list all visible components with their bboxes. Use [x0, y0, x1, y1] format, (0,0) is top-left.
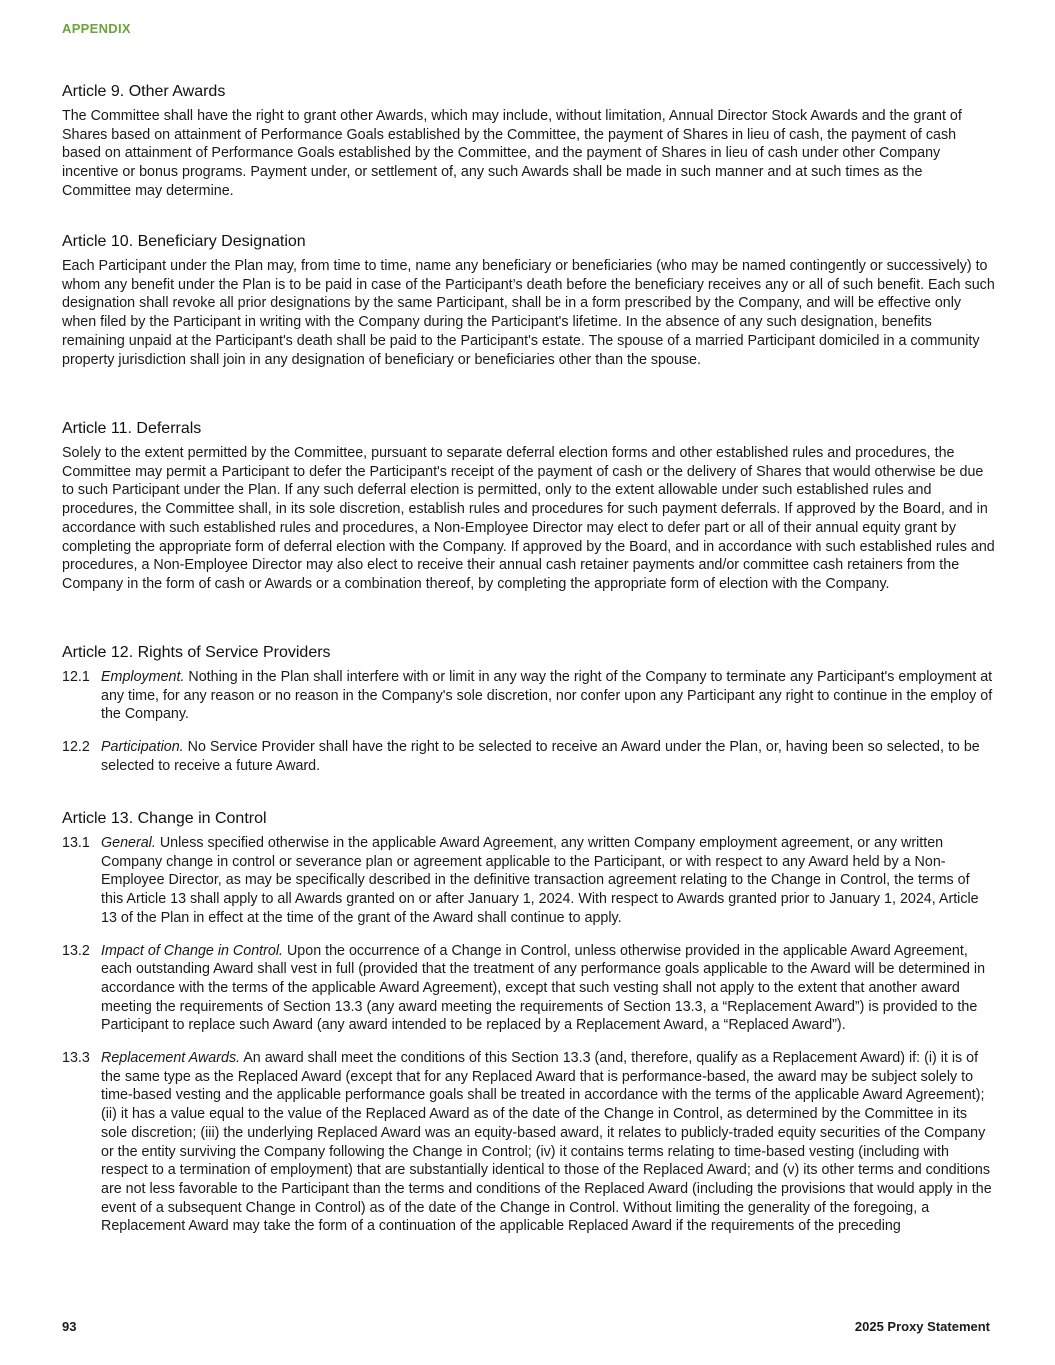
- section-text: [101, 738, 995, 775]
- section-12-2: [62, 738, 995, 775]
- article-11-title: Article 11. Deferrals: [62, 420, 202, 437]
- document-title: 2025 Proxy Statement: [854, 1319, 990, 1334]
- section-13-3: [62, 1049, 995, 1236]
- section-body: Upon the occurrence of a Change in Control, unless otherwise provided in the applicable Award Agreement, each outstanding Award shall vest in full (provided that the treatment of any performance goals applicable to the Award will be determined in accordance with the terms of the applicable Award Agreement), except that such vesting shall not apply to the extent that another award meeting the requirements of Section 13.3 (any award meeting the requirements of Section 13.3, a “Replacement Award”) is provided to the Participant to replace such Award (any award intended to be replaced by a Replacement Award, a “Replaced Award”).: [101, 942, 986, 1034]
- article-11: [62, 419, 995, 594]
- section-body: Unless specified otherwise in the applicable Award Agreement, any written Company employment agreement, or any written Company change in control or severance plan or agreement applicable to the Participant, or with respect to any Award held by a Non-Employee Director, as may be specifically described in the definitive transaction agreement relating to the Change in Control, the terms of this Article 13 shall apply to all Awards granted on or after January 1, 2024. With respect to Awards granted prior to January 1, 2024, Article 13 of the Plan in effect at the time of the grant of the Award shall continue to apply.: [101, 835, 979, 926]
- section-lead: Participation.: [101, 739, 184, 756]
- section-lead: Replacement Awards.: [101, 1050, 241, 1067]
- article-13: [62, 809, 995, 1236]
- section-number: 12.2: [62, 739, 90, 756]
- section-lead: Impact of Change in Control.: [101, 942, 283, 959]
- article-12-title: Article 12. Rights of Service Providers: [62, 644, 331, 661]
- section-label: APPENDIX: [62, 21, 131, 36]
- section-number: 12.1: [62, 669, 90, 685]
- section-text: [101, 1049, 995, 1236]
- section-12-1: [62, 668, 995, 724]
- section-lead: Employment.: [101, 669, 185, 685]
- section-text: [101, 834, 995, 928]
- section-13-1: [62, 834, 995, 928]
- section-text: [101, 942, 995, 1036]
- article-11-body: Solely to the extent permitted by the Committee, pursuant to separate deferral election forms and other established rules and procedures, the Committee may permit a Participant to defer the Participant's receipt of the payment of cash or the delivery of Shares that would otherwise be due to such Participant under the Plan. If any such deferral election is permitted, only to the extent allowable under such established rules and procedures, the Committee shall, in its sole discretion, establish rules and procedures for such payment deferrals. If approved by the Board, and in accordance with such established rules and procedures, a Non-Employee Director may elect to defer part or all of their annual equity grant by completing the appropriate form of deferral election with the Company. If approved by the Board, and in accordance with such established rules and procedures, a Non-Employee Director may also elect to receive their annual cash retainer payments and/or committee cash retainers from the Company in the form of cash or Awards or a combination thereof, by completing the appropriate form of election with the Company.: [62, 445, 995, 592]
- article-10-body: Each Participant under the Plan may, from time to time, name any beneficiary or beneficiaries (who may be named contingently or successively) to whom any benefit under the Plan is to be paid in case of the Participant’s death before the beneficiary receives any or all of such benefit. Each such designation shall revoke all prior designations by the same Participant, shall be in a form prescribed by the Company, and will be effective only when filed by the Participant in writing with the Company during the Participant's lifetime. In the absence of any such designation, benefits remaining unpaid at the Participant's death shall be paid to the Participant's estate. The spouse of a married Participant domiciled in a community property jurisdiction shall join in any designation of beneficiary or beneficiaries other than the spouse.: [62, 258, 995, 368]
- article-10: [62, 232, 995, 369]
- article-9-body: The Committee shall have the right to grant other Awards, which may include, without limitation, Annual Director Stock Awards and the grant of Shares based on attainment of Performance Goals established by the Committee, the payment of Shares in lieu of cash, the payment of cash based on attainment of Performance Goals established by the Committee, and the payment of Shares in lieu of cash under other Company incentive or bonus programs. Payment under, or settlement of, any such Awards shall be made in such manner and at such times as the Committee may determine.: [62, 108, 962, 199]
- section-number: 13.2: [62, 942, 90, 959]
- article-13-title: Article 13. Change in Control: [62, 810, 267, 827]
- section-13-2: [62, 942, 995, 1036]
- article-12: [62, 643, 995, 776]
- section-body: Nothing in the Plan shall interfere with or limit in any way the right of the Company to terminate any Participant's employment at any time, for any reason or no reason in the Company's sole discretion, nor confer upon any Participant any right to continue in the employ of the Company.: [101, 669, 993, 723]
- article-10-title: Article 10. Beneficiary Designation: [62, 233, 306, 250]
- section-body: No Service Provider shall have the right to be selected to receive an Award under the Plan, or, having been so selected, to be selected to receive a future Award.: [101, 739, 980, 774]
- section-body: An award shall meet the conditions of this Section 13.3 (and, therefore, qualify as a Replacement Award) if: (i) it is of the same type as the Replaced Award (except that for any Replaced Award that is performance-based, the award may be subject solely to time-based vesting and the applicable performance goals shall be treated in accordance with the terms of the applicable Award Agreement); (ii) it has a value equal to the value of the Replaced Award as of the date of the Change in Control, as determined by the Committee in its sole discretion; (iii) the underlying Replaced Award was an equity-based award, it relates to publicly-traded equity securities of the Company or the entity surviving the Company following the Change in Control; (iv) it contains terms relating to time-based vesting (including with respect to a termination of employment) that are substantially identical to those of the Replaced Award; and (v) its other terms and conditions are not less favorable to the Participant than the terms and conditions of the Replaced Award (including the provisions that would apply in the event of a subsequent Change in Control) as of the date of the Change in Control. Without limiting the generality of the foregoing, a Replacement Award may take the form of a continuation of the applicable Replaced Award if the requirements of the preceding: [101, 1050, 992, 1235]
- section-lead: General.: [101, 835, 156, 851]
- article-9-title: Article 9. Other Awards: [62, 83, 226, 100]
- section-number: 13.1: [62, 835, 90, 851]
- section-number: 13.3: [62, 1050, 90, 1067]
- section-text: [101, 668, 995, 724]
- page-number: 93: [62, 1319, 77, 1334]
- article-9: [62, 82, 995, 201]
